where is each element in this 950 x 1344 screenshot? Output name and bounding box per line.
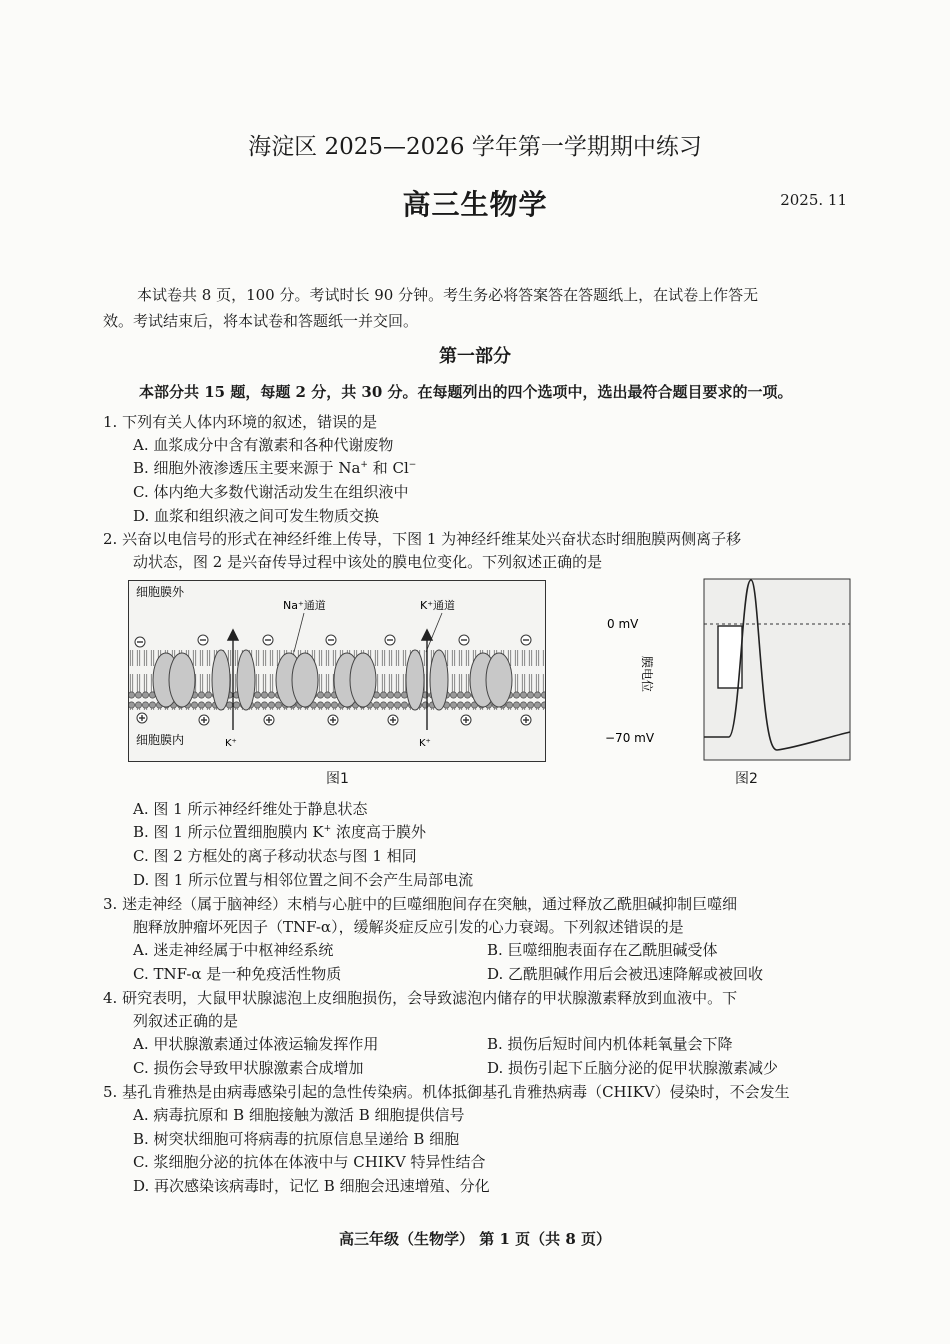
- question-1-option-d: D. 血浆和组织液之间可发生物质交换: [133, 507, 380, 525]
- question-4-stem-2: 列叙述正确的是: [133, 1012, 239, 1030]
- question-2-stem-1: 2. 兴奋以电信号的形式在神经纤维上传导，下图 1 为神经纤维某处兴奋状态时细胞膜两侧离子移: [103, 530, 742, 548]
- question-5-stem: 5. 基孔肯雅热是由病毒感染引起的急性传染病。机体抵御基孔肯雅热病毒（CHIKV）侵染时，不会发生: [103, 1083, 790, 1101]
- figure-2-svg: [605, 578, 852, 762]
- question-2-stem-2: 动状态，图 2 是兴奋传导过程中该处的膜电位变化。下列叙述正确的是: [133, 553, 603, 571]
- y-axis-label: 膜电位: [640, 656, 654, 693]
- exam-subject: 高三生物学: [402, 188, 548, 221]
- figure-1-membrane: [128, 580, 546, 762]
- question-2-option-a: A. 图 1 所示神经纤维处于静息状态: [133, 800, 368, 818]
- label-na-channel: Na⁺通道: [283, 599, 326, 612]
- question-3-option-a: A. 迷走神经属于中枢神经系统: [133, 941, 334, 959]
- question-5-option-d: D. 再次感染该病毒时，记忆 B 细胞会迅速增殖、分化: [133, 1177, 490, 1195]
- exam-date: 2025. 11: [780, 191, 847, 209]
- part-description: 本部分共 15 题，每题 2 分，共 30 分。在每题列出的四个选项中，选出最符合题目要求的一项。: [139, 383, 793, 401]
- question-4-option-d: D. 损伤引起下丘脑分泌的促甲状腺激素减少: [487, 1059, 779, 1077]
- question-4-option-c: C. 损伤会导致甲状腺激素合成增加: [133, 1059, 364, 1077]
- question-1-option-a: A. 血浆成分中含有激素和各种代谢废物: [133, 436, 394, 454]
- question-5-option-b: B. 树突状细胞可将病毒的抗原信息呈递给 B 细胞: [133, 1130, 460, 1148]
- figure-1-caption: 图1: [326, 771, 349, 787]
- figure-2-action-potential: [605, 578, 852, 762]
- question-2-option-d: D. 图 1 所示位置与相邻位置之间不会产生局部电流: [133, 871, 474, 889]
- label-k-channel: K⁺通道: [420, 599, 456, 612]
- question-4-stem-1: 4. 研究表明，大鼠甲状腺滤泡上皮细胞损伤，会导致滤泡内储存的甲状腺激素释放到血液中。下: [103, 989, 738, 1007]
- question-3-stem-2: 胞释放肿瘤坏死因子（TNF-α），缓解炎症反应引发的心力衰竭。下列叙述错误的是: [133, 918, 684, 936]
- exam-title: 海淀区 2025—2026 学年第一学期期中练习: [248, 134, 702, 160]
- label-zero-mv: 0 mV: [607, 617, 639, 631]
- page-footer: 高三年级（生物学） 第 1 页（共 8 页）: [339, 1230, 611, 1248]
- instructions-line-1: 本试卷共 8 页，100 分。考试时长 90 分钟。考生务必将答案答在答题纸上，在试卷上作答无: [137, 286, 759, 304]
- question-3-stem-1: 3. 迷走神经（属于脑神经）末梢与心脏中的巨噬细胞间存在突触，通过释放乙酰胆碱抑制巨噬细: [103, 895, 738, 913]
- question-5-option-a: A. 病毒抗原和 B 细胞接触为激活 B 细胞提供信号: [133, 1106, 465, 1124]
- question-2-option-b: B. 图 1 所示位置细胞膜内 K+ 浓度高于膜外: [133, 823, 426, 841]
- question-4-option-b: B. 损伤后短时间内机体耗氧量会下降: [487, 1035, 733, 1053]
- question-1-stem: 1. 下列有关人体内环境的叙述，错误的是: [103, 413, 378, 431]
- label-inside: 细胞膜内: [136, 733, 185, 747]
- instructions-line-2: 效。考试结束后，将本试卷和答题纸一并交回。: [103, 312, 419, 330]
- question-1-option-b: B. 细胞外液渗透压主要来源于 Na+ 和 Cl−: [133, 459, 417, 477]
- question-3-option-c: C. TNF-α 是一种免疫活性物质: [133, 965, 342, 983]
- label-outside: 细胞膜外: [136, 585, 185, 599]
- label-k-ion-1: K⁺: [225, 738, 237, 749]
- question-2-option-c: C. 图 2 方框处的离子移动状态与图 1 相同: [133, 847, 417, 865]
- exam-instructions: [103, 282, 851, 334]
- question-3-option-d: D. 乙酰胆碱作用后会被迅速降解或被回收: [487, 965, 764, 983]
- part-title: 第一部分: [439, 346, 511, 367]
- figure-1-svg: [128, 580, 546, 762]
- question-5-option-c: C. 浆细胞分泌的抗体在体液中与 CHIKV 特异性结合: [133, 1153, 486, 1171]
- label-rest-mv: −70 mV: [605, 731, 655, 745]
- figure-2-caption: 图2: [735, 771, 758, 787]
- question-4-option-a: A. 甲状腺激素通过体液运输发挥作用: [133, 1035, 379, 1053]
- question-3-option-b: B. 巨噬细胞表面存在乙酰胆碱受体: [487, 941, 718, 959]
- question-1-option-c: C. 体内绝大多数代谢活动发生在组织液中: [133, 483, 409, 501]
- label-k-ion-2: K⁺: [419, 738, 431, 749]
